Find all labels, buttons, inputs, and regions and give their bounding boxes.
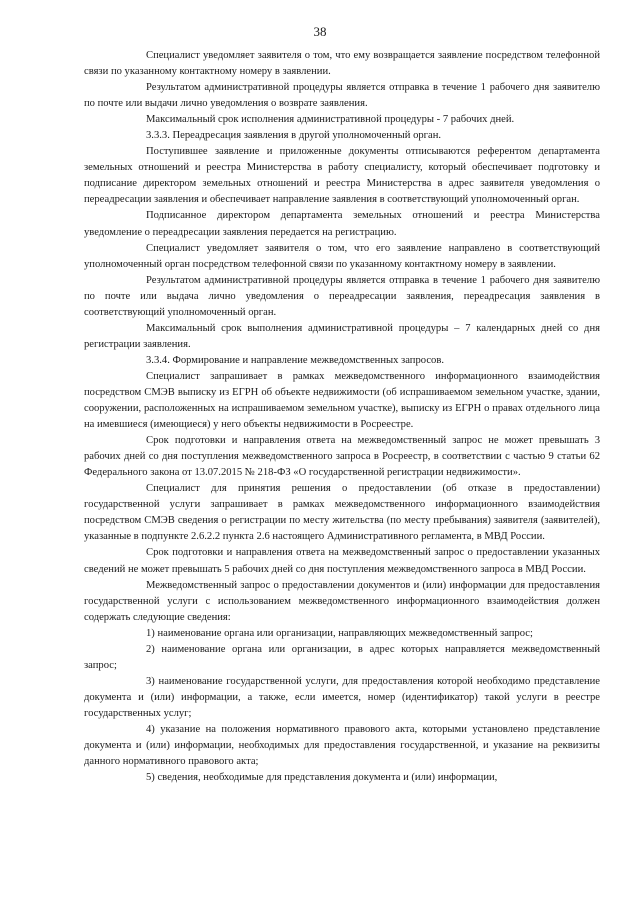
paragraph: Межведомственный запрос о предоставлении документов и (или) информации для предоставления государственной услуги с использованием межведомственного информационного взаимодействия должен содержать следующие сведения: bbox=[84, 579, 600, 623]
paragraph: Результатом административной процедуры является отправка в течение 1 рабочего дня заявителю по почте или выдачи лично уведомления о возврате заявления. bbox=[84, 82, 600, 110]
list-item: 4) указание на положения нормативного правового акта, которыми установлено представление документа и (или) информации, необходимых для предоставления государственной, и указание на реквизиты данного нормативного правового акта; bbox=[84, 723, 600, 768]
paragraph: Результатом административной процедуры является отправка в течение 1 рабочего дня заявителю по почте или выдача лично уведомления о переадресации заявления, переадресация заявления в соответствующий уполномоченный орган. bbox=[84, 274, 600, 318]
list-item: 1) наименование органа или организации, направляющих межведомственный запрос; bbox=[146, 627, 533, 639]
paragraph: Специалист запрашивает в рамках межведомственного информационного взаимодействия посредством СМЭВ выписку из ЕГРН об объекте недвижимости (об испрашиваемом земельном участке, здании, сооружении, расположенных на испрашиваемом земельном участке), выписку из ЕГРН о правах отдельного лица на имевшиеся (имеющиеся) у него объекты недвижимости в Росреестре. bbox=[84, 370, 600, 431]
paragraph: Максимальный срок исполнения административной процедуры - 7 рабочих дней. bbox=[146, 114, 515, 126]
paragraph: Максимальный срок выполнения административной процедуры – 7 календарных дней со дня регистрации заявления. bbox=[84, 322, 600, 350]
page-number: 38 bbox=[313, 24, 327, 39]
list-item: 5) сведения, необходимые для представления документа и (или) информации, bbox=[146, 772, 498, 784]
document-body bbox=[84, 48, 600, 786]
paragraph: Специалист уведомляет заявителя о том, что ему возвращается заявление посредством телефонной связи по указанному контактному номеру в заявлении. bbox=[84, 50, 600, 78]
paragraph: Срок подготовки и направления ответа на межведомственный запрос о предоставлении указанных сведений не может превышать 5 рабочих дней со дня поступления межведомственного запроса в МВД России. bbox=[84, 547, 600, 575]
section-heading: 3.3.3. Переадресация заявления в другой уполномоченный орган. bbox=[146, 130, 442, 142]
paragraph: Специалист для принятия решения о предоставлении (об отказе в предоставлении) государственной услуги запрашивает в рамках межведомственного информационного взаимодействия посредством СМЭВ сведения о регистрации по месту жительства (по месту пребывания) заявителя (заявителей), указанные в подпункте 2.6.2.2 пункта 2.6 настоящего Административного регламента, в МВД России. bbox=[84, 483, 600, 543]
section-heading: 3.3.4. Формирование и направление межведомственных запросов. bbox=[146, 354, 444, 366]
paragraph: Специалист уведомляет заявителя о том, что его заявление направлено в соответствующий уполномоченный орган посредством телефонной связи по указанному контактному номеру в заявлении. bbox=[84, 242, 600, 270]
paragraph: Подписанное директором департамента земельных отношений и реестра Министерства уведомление о переадресации заявления передается на регистрацию. bbox=[84, 210, 600, 238]
paragraph: Поступившее заявление и приложенные документы отписываются референтом департамента земельных отношений и реестра Министерства в работу специалисту, который обеспечивает подготовку и подписание директором земельных отношений и реестра Министерства в адрес заявителя уведомления о переадресации заявления и обеспечивает направление заявления в соответствующий уполномоченный орган. bbox=[84, 146, 600, 206]
paragraph: Срок подготовки и направления ответа на межведомственный запрос не может превышать 3 рабочих дней со дня поступления межведомственного запроса в Росреестр, в соответствии с частью 9 статьи 62 Федерального закона от 13.07.2015 № 218-ФЗ «О государственной регистрации недвижимости». bbox=[84, 435, 600, 479]
list-item: 2) наименование органа или организации, в адрес которых направляется межведомственный запрос; bbox=[84, 643, 600, 671]
list-item: 3) наименование государственной услуги, для предоставления которой необходимо представление документа и (или) информации, а также, если имеется, номер (идентификатор) такой услуги в реестре государственных услуг; bbox=[84, 675, 600, 719]
